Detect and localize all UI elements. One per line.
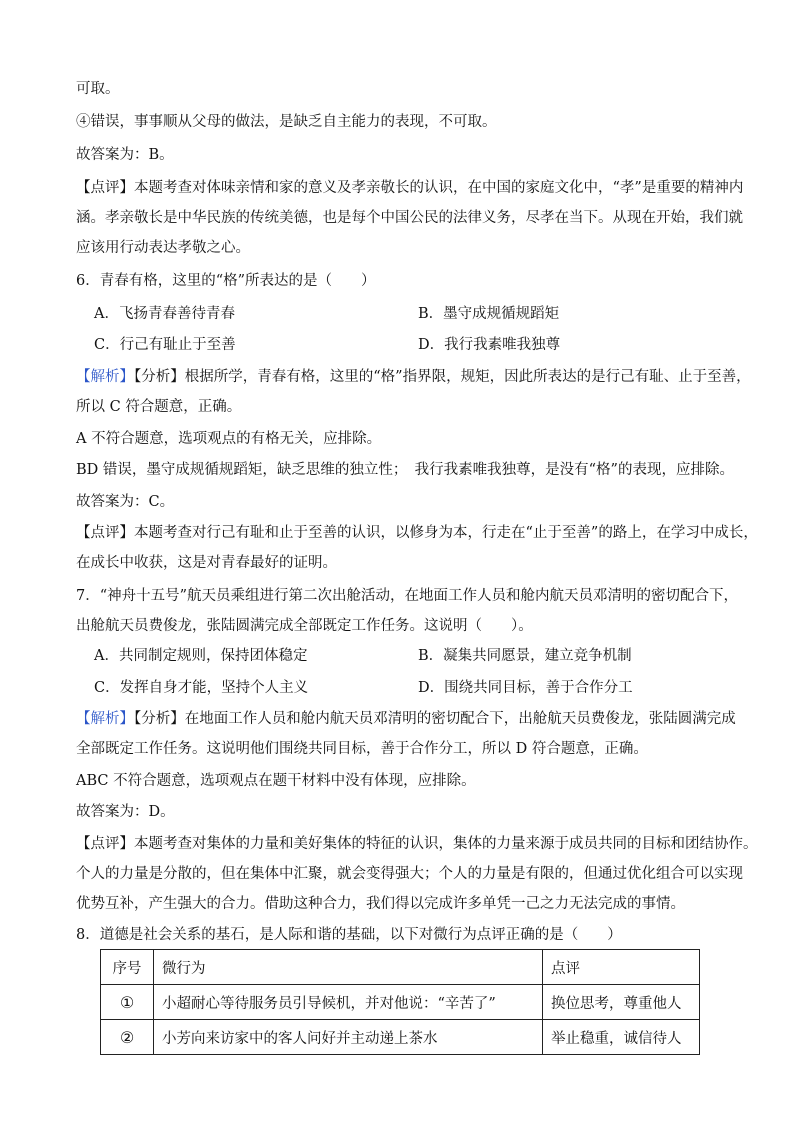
text-line: ④错误，事事顺从父母的做法，是缺乏自主能力的表现，不可取。 [76, 114, 497, 130]
answer-line: 故答案为：C。 [76, 494, 175, 510]
comment-line: 优势互补，产生强大的合力。借助这种合力，我们得以完成许多单凭一己之力无法完成的事情。 [76, 896, 685, 912]
table-header-cell: 点评 [543, 950, 700, 985]
analysis-line: BD 错误，墨守成规循规蹈矩，缺乏思维的独立性； 我行我素唯我独尊，是没有“格”的表现，应排除。 [76, 462, 734, 478]
analysis-tag: 【解析】 [76, 369, 134, 385]
analysis-text: 【分析】在地面工作人员和舱内航天员邓清明的密切配合下，出舱航天员费俊龙，张陆圆满完成 [134, 711, 736, 727]
comment-line: 【点评】本题考查对行己有耻和止于至善的认识，以修身为本，行走在“止于至善”的路上，在学习中成长， [76, 525, 758, 541]
question-6-stem: 6．青春有格，这里的“格”所表达的是（ ） [76, 273, 376, 289]
question-7-analysis [76, 709, 736, 729]
table-header-cell: 微行为 [154, 950, 543, 985]
comment-line: 应该用行动表达孝敬之心。 [76, 240, 250, 256]
table-header-row [101, 950, 700, 985]
table-header-cell: 序号 [101, 950, 154, 985]
question-7-option-a: A．共同制定规则，保持团体稳定 [94, 648, 308, 664]
table-cell-number: ① [101, 985, 154, 1020]
table-row [101, 985, 700, 1020]
analysis-tag: 【解析】 [76, 711, 134, 727]
question-7-stem: 出舱航天员费俊龙，张陆圆满完成全部既定工作任务。这说明（ ）。 [76, 618, 533, 634]
comment-line: 【点评】本题考查对体味亲情和家的意义及孝亲敬长的认识，在中国的家庭文化中，“孝”是重要的精神内 [76, 180, 744, 196]
question-8-stem: 8．道德是社会关系的基石，是人际和谐的基础，以下对微行为点评正确的是（ ） [76, 927, 622, 943]
table-cell: 举止稳重，诚信待人 [543, 1020, 700, 1055]
comment-line: 涵。孝亲敬长是中华民族的传统美德，也是每个中国公民的法律义务，尽孝在当下。从现在开始，我们就 [76, 210, 743, 226]
question-6-option-c: C．行己有耻止于至善 [94, 337, 236, 353]
comment-line: 【点评】本题考查对集体的力量和美好集体的特征的认识，集体的力量来源于成员共同的目标和团结协作。 [76, 836, 758, 852]
question-7-option-c: C．发挥自身才能，坚持个人主义 [94, 680, 309, 696]
analysis-text: 【分析】根据所学，青春有格，这里的“格”指界限，规矩，因此所表达的是行己有耻、止于至善， [134, 369, 751, 385]
question-6-option-b: B．墨守成规循规蹈矩 [418, 306, 560, 322]
table-cell-number: ② [101, 1020, 154, 1055]
answer-line: 故答案为：D。 [76, 804, 175, 820]
table-cell: 小芳向来访家中的客人问好并主动递上茶水 [154, 1020, 543, 1055]
question-6-option-d: D．我行我素唯我独尊 [418, 337, 561, 353]
question-7-option-d: D．围绕共同目标，善于合作分工 [418, 680, 633, 696]
analysis-line: 全部既定工作任务。这说明他们围绕共同目标，善于合作分工，所以 D 符合题意，正确。 [76, 741, 648, 757]
question-6-analysis [76, 367, 751, 387]
text-line: 可取。 [76, 81, 120, 97]
table-cell: 小超耐心等待服务员引导候机，并对他说：“辛苦了” [154, 985, 543, 1020]
analysis-line: ABC 不符合题意，选项观点在题干材料中没有体现，应排除。 [76, 773, 476, 789]
question-6-option-a: A．飞扬青春善待青春 [94, 306, 235, 322]
comment-line: 在成长中收获，这是对青春最好的证明。 [76, 555, 337, 571]
micro-behavior-table [100, 949, 700, 1055]
comment-line: 个人的力量是分散的，但在集体中汇聚，就会变得强大；个人的力量是有限的，但通过优化组合可以实现 [76, 866, 743, 882]
table-row [101, 1020, 700, 1055]
table-cell: 换位思考，尊重他人 [543, 985, 700, 1020]
analysis-line: 所以 C 符合题意，正确。 [76, 399, 242, 415]
analysis-line: A 不符合题意，选项观点的有格无关，应排除。 [76, 431, 382, 447]
answer-line: 故答案为：B。 [76, 147, 174, 163]
question-7-stem: 7．“神舟十五号”航天员乘组进行第二次出舱活动，在地面工作人员和舱内航天员邓清明的密切配合下， [76, 588, 739, 604]
question-7-option-b: B．凝集共同愿景，建立竞争机制 [418, 648, 632, 664]
